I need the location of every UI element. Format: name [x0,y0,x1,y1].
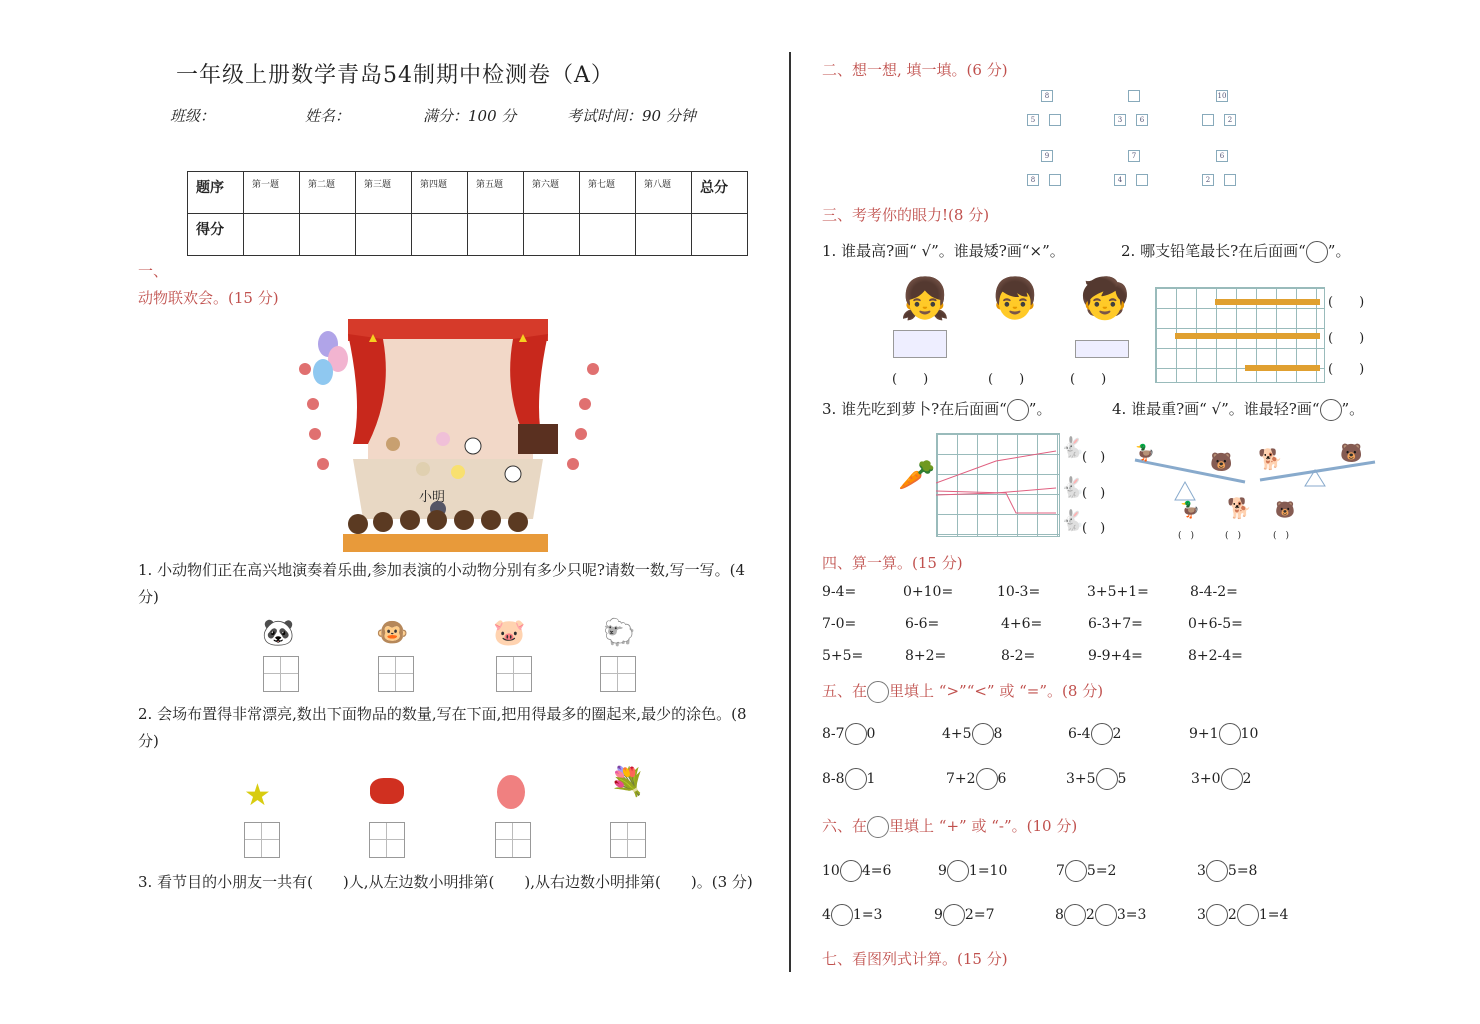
calc-item: 5+5= [822,648,864,664]
section-1-number: 一、 [138,262,169,280]
answer-paren[interactable]: ( ) [1082,486,1106,501]
score-cell[interactable] [580,214,636,256]
cmp-right: 2 [1242,771,1252,787]
calc-item: 6-3+7= [1088,616,1143,632]
calc-item: 10-3= [997,584,1041,600]
score-header: 题序 [188,172,244,214]
score-table [187,171,748,256]
boy-icon: 🧒 [1080,276,1130,322]
tree-right [1049,114,1061,126]
score-cell[interactable] [244,214,300,256]
question-3-2 [1121,238,1350,265]
answer-paren[interactable]: ( ) [1178,531,1195,541]
answer-circle [1306,241,1328,263]
sheep-icon: 🐑 [603,618,636,648]
circle-icon [867,681,889,703]
answer-circle[interactable] [1091,723,1113,745]
calc-item: 9-9+4= [1088,648,1143,664]
q3-3-text: 3. 谁先吃到萝卜?在后面画“ [822,400,1007,418]
cmp-right: 2 [1112,726,1122,742]
duck-icon: 🦆 [1135,443,1155,462]
compare-item[interactable] [1066,768,1126,790]
compare-item[interactable] [942,723,1002,745]
operator-item[interactable] [1055,904,1146,926]
op-num: 4 [822,907,831,923]
bear-icon: 🐻 [1340,443,1363,464]
monkey-icon: 🐵 [376,618,409,648]
section-1-title: 动物联欢会。(15 分) [138,289,279,307]
cmp-right: 8 [993,726,1003,742]
tree-top: 7 [1128,150,1140,162]
number-tree[interactable] [1202,90,1242,130]
exam-time: 考试时间：90 分钟 [567,107,696,125]
number-tree[interactable] [1114,150,1154,190]
tree-left [1202,114,1214,126]
bear-icon: 🐻 [1210,452,1233,473]
answer-circle[interactable] [1237,904,1259,926]
answer-circle[interactable] [1206,860,1228,882]
answer-circle[interactable] [976,768,998,790]
cmp-right: 5 [1117,771,1127,787]
lantern-icon [370,778,404,804]
class-label: 班级： [170,107,216,125]
boy-icon: 👦 [990,276,1040,322]
answer-box[interactable] [610,822,646,858]
tree-left: 5 [1027,114,1039,126]
section-7-title: 七、看图列式计算。(15 分) [822,950,1008,968]
answer-box[interactable] [600,656,636,692]
answer-paren[interactable]: ( ) [1082,450,1106,465]
answer-paren[interactable]: ( ) [988,372,1025,387]
circle-icon [867,816,889,838]
tree-left: 3 [1114,114,1126,126]
compare-item[interactable] [1189,723,1258,745]
rabbit-icon: 🐇 [1060,508,1085,532]
op-num: 8 [1055,907,1064,923]
cmp-left: 7+2 [946,771,976,787]
calc-item: 0+10= [903,584,954,600]
operator-item[interactable] [934,904,994,926]
stage-illustration [293,314,605,554]
op-num: 9 [938,863,947,879]
operator-item[interactable] [938,860,1007,882]
section-4-title: 四、算一算。(15 分) [822,554,963,572]
answer-box[interactable] [496,656,532,692]
op-num: 2 [1085,907,1095,923]
sec5-b: 里填上 “>”“<” 或 “=”。(8 分) [889,682,1104,700]
tree-top: 10 [1217,92,1227,100]
answer-circle[interactable] [831,904,853,926]
number-tree[interactable] [1202,150,1242,190]
score-header: 第八题 [636,172,692,214]
op-num: 3 [1197,863,1206,879]
tree-right [1049,174,1061,186]
tree-right [1136,174,1148,186]
score-header: 总分 [692,172,748,214]
answer-circle[interactable] [845,768,867,790]
question-3-1: 1. 谁最高?画“ √”。谁最矮?画“×”。 [822,242,1065,260]
answer-circle[interactable] [1221,768,1243,790]
answer-circle[interactable] [840,860,862,882]
sec5-a: 五、在 [822,682,868,700]
score-cell[interactable] [356,214,412,256]
cmp-left: 9+1 [1189,726,1219,742]
op-num: 2 [964,907,974,923]
q3-4-end: ”。 [1341,400,1365,418]
compare-item[interactable] [1068,723,1121,745]
cmp-left: 3+5 [1066,771,1096,787]
xiaoming-label: 小明 [419,490,446,505]
score-cell[interactable] [636,214,692,256]
cmp-left: 8-7 [822,726,845,742]
compare-item[interactable] [946,768,1006,790]
score-cell[interactable] [412,214,468,256]
q3-2-text: 2. 哪支铅笔最长?在后面画“ [1121,242,1306,260]
answer-paren[interactable]: ( ) [1225,531,1242,541]
answer-circle[interactable] [1219,723,1241,745]
answer-paren[interactable]: ( ) [1328,362,1365,377]
cmp-left: 8-8 [822,771,845,787]
score-cell[interactable] [524,214,580,256]
cmp-right: 0 [866,726,876,742]
tree-left: 8 [1027,174,1039,186]
sec6-a: 六、在 [822,817,868,835]
compare-item[interactable] [1191,768,1251,790]
number-tree[interactable] [1114,90,1154,130]
score-cell[interactable] [300,214,356,256]
score-header: 第三题 [356,172,412,214]
op-rest: 4=6 [861,863,892,879]
cmp-right: 10 [1240,726,1259,742]
page-title: 一年级上册数学青岛54制期中检测卷（A） [176,63,614,88]
calc-item: 7-0= [822,616,857,632]
calc-item: 9-4= [822,584,857,600]
answer-circle[interactable] [1095,904,1117,926]
score-cell[interactable] [468,214,524,256]
answer-circle[interactable] [947,860,969,882]
kid-platform [1075,340,1129,358]
number-tree[interactable] [1027,150,1067,190]
score-header: 第二题 [300,172,356,214]
number-tree[interactable] [1027,90,1067,130]
answer-paren[interactable]: ( ) [1328,331,1365,346]
op-rest: 5=2 [1086,863,1117,879]
sec6-b: 里填上 “+” 或 “-”。(10 分) [889,817,1078,835]
calc-item: 4+6= [1001,616,1043,632]
operator-item[interactable] [1197,904,1288,926]
score-header: 第七题 [580,172,636,214]
answer-circle[interactable] [1096,768,1118,790]
score-header: 第五题 [468,172,524,214]
op-num: 7 [1056,863,1065,879]
answer-circle[interactable] [943,904,965,926]
carrot-icon: 🥕 [898,458,936,493]
cmp-left: 3+0 [1191,771,1221,787]
tree-left: 4 [1114,174,1126,186]
calc-item: 8-4-2= [1190,584,1238,600]
score-cell[interactable] [692,214,748,256]
girl-icon: 👧 [900,276,950,322]
calc-item: 8-2= [1001,648,1036,664]
q3-3-end: ”。 [1028,400,1052,418]
answer-paren[interactable]: ( ) [1082,521,1106,536]
flower-pot-icon: 💐 [610,765,645,798]
cmp-right: 1 [866,771,876,787]
tree-right: 6 [1136,114,1148,126]
pencil [1215,299,1320,305]
question-3-4 [1112,396,1364,423]
section-6-title [822,815,1077,838]
operator-item[interactable] [822,860,891,882]
bear-icon: 🐻 [1275,500,1295,519]
op-rest: =7 [973,907,995,923]
op-rest: 1=10 [968,863,1008,879]
calc-item: 0+6-5= [1188,616,1243,632]
answer-box[interactable] [378,656,414,692]
question-1-3: 3. 看节目的小朋友一共有( )人,从左边数小明排第( ),从右边数小明排第( )。(3 分) [138,873,753,891]
tree-top: 6 [1216,150,1228,162]
tree-top: 8 [1041,90,1053,102]
answer-circle[interactable] [1064,904,1086,926]
score-header: 第一题 [244,172,300,214]
cmp-right: 6 [997,771,1007,787]
op-num: 9 [934,907,943,923]
op-rest: 3=3 [1116,907,1147,923]
star-icon: ★ [244,778,271,813]
op-num: 10 [822,863,840,879]
op-num: 2 [1227,907,1237,923]
op-rest: 1=4 [1258,907,1289,923]
answer-circle[interactable] [972,723,994,745]
compare-item[interactable] [822,768,875,790]
question-1-2: 2. 会场布置得非常漂亮,数出下面物品的数量,写在下面,把用得最多的圈起来,最少的涂色。(8 分) [138,705,747,750]
section-5-title [822,680,1103,703]
op-rest: 1=3 [852,907,883,923]
answer-circle[interactable] [845,723,867,745]
answer-paren[interactable]: ( ) [1328,295,1365,310]
cmp-left: 6-4 [1068,726,1091,742]
answer-circle [1320,399,1342,421]
calc-item: 8+2= [905,648,947,664]
pig-icon: 🐷 [493,618,526,648]
column-divider [789,52,791,972]
compare-item[interactable] [822,723,875,745]
operator-item[interactable] [822,904,882,926]
answer-circle [1007,399,1029,421]
op-rest: 5=8 [1227,863,1258,879]
section-3-title: 三、考考你的眼力!(8 分) [822,206,990,224]
score-header: 第六题 [524,172,580,214]
rabbit-icon: 🐇 [1060,475,1085,499]
score-header: 第四题 [412,172,468,214]
answer-box[interactable] [369,822,405,858]
balloon-icon [497,775,525,809]
pencil [1245,365,1320,371]
tree-right: 2 [1224,114,1236,126]
answer-box[interactable] [495,822,531,858]
kid-platform [893,330,947,358]
answer-paren[interactable]: ( ) [1273,531,1290,541]
score-row-label: 得分 [188,214,244,256]
calc-item: 8+2-4= [1188,648,1243,664]
dog-icon: 🐕 [1258,447,1283,471]
op-num: 3 [1197,907,1206,923]
tree-top [1128,90,1140,102]
race-paths [936,433,1058,535]
dog-icon: 🐕 [1227,496,1252,520]
cmp-left: 4+5 [942,726,972,742]
q3-4-text: 4. 谁最重?画“ √”。谁最轻?画“ [1112,400,1320,418]
operator-item[interactable] [1197,860,1257,882]
pencil [1175,333,1320,339]
tree-left: 2 [1202,174,1214,186]
tree-top: 9 [1041,150,1053,162]
calc-item: 6-6= [905,616,940,632]
full-score: 满分：100 分 [423,107,517,125]
answer-circle[interactable] [1206,904,1228,926]
operator-item[interactable] [1056,860,1116,882]
q3-2-end: ”。 [1327,242,1351,260]
answer-box[interactable] [263,656,299,692]
calc-item: 3+5+1= [1087,584,1149,600]
section-2-title: 二、想一想, 填一填。(6 分) [822,61,1008,79]
tree-right [1224,174,1236,186]
answer-paren[interactable]: ( ) [892,372,929,387]
rabbit-icon: 🐇 [1060,435,1085,459]
panda-icon: 🐼 [262,618,295,648]
question-1-1: 1. 小动物们正在高兴地演奏着乐曲,参加表演的小动物分别有多少只呢?请数一数,写一写。(4 分) [138,561,746,606]
question-3-3 [822,396,1051,423]
duck-icon: 🦆 [1180,500,1200,519]
answer-paren[interactable]: ( ) [1070,372,1107,387]
answer-box[interactable] [244,822,280,858]
name-label: 姓名： [305,107,351,125]
answer-circle[interactable] [1065,860,1087,882]
